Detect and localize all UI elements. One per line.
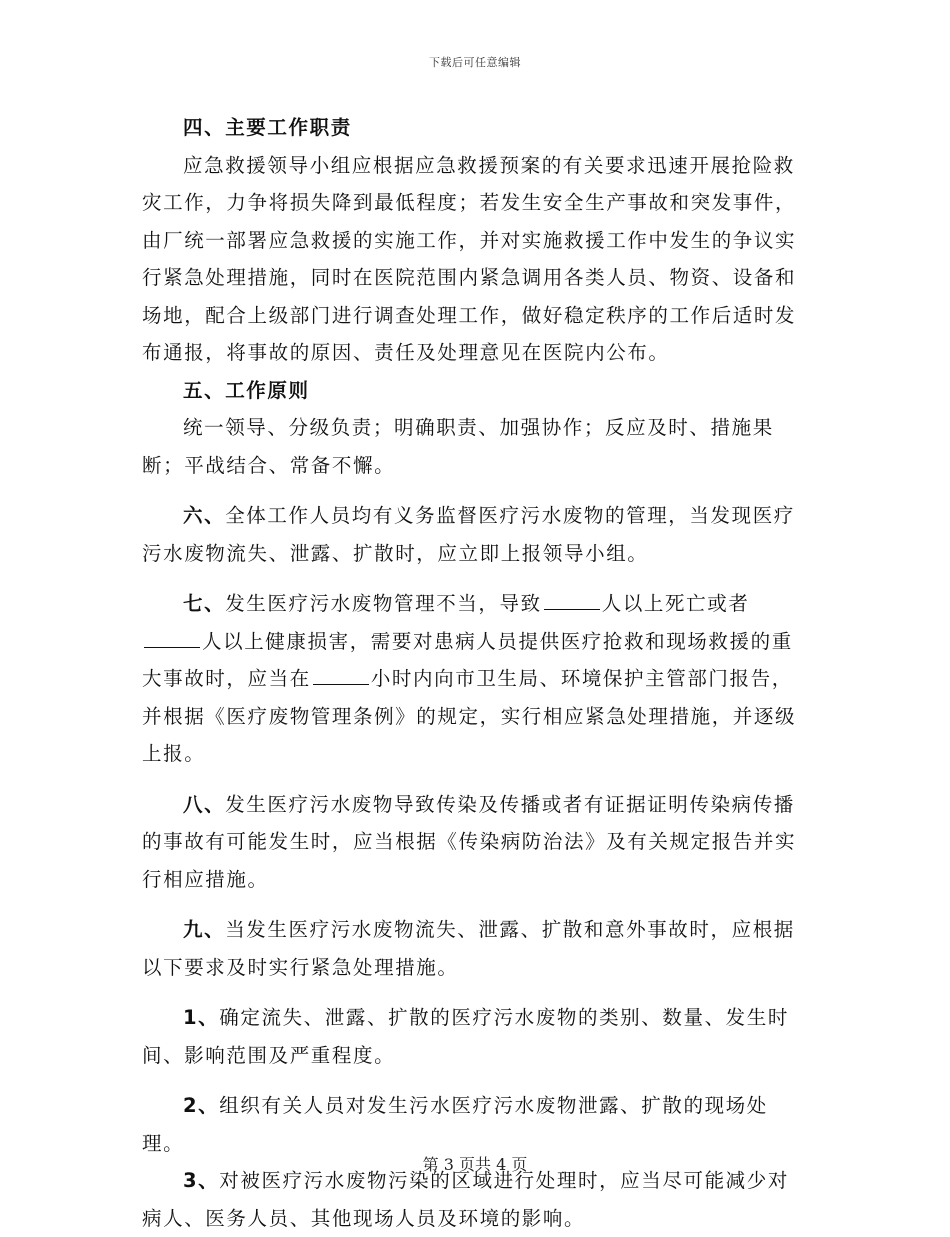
- list-item-1-text: 确定流失、泄露、扩散的医疗污水废物的类别、数量、发生时间、影响范围及严重程度。: [142, 1006, 789, 1067]
- section-7-lead: 七、: [183, 592, 226, 615]
- section-5-heading: 五、工作原则: [183, 378, 310, 402]
- section-7-text-3: 人以上健康损害，需要对患病人员提供医疗抢救和现场救援的重大事故时，应当在: [142, 629, 793, 690]
- section-7-paragraph: [142, 585, 802, 773]
- section-8-body: 发生医疗污水废物导致传染及传播或者有证据证明传染病传播的事故有可能发生时，应当根据《传染病防治法》及有关规定报告并实行相应措施。: [142, 792, 797, 891]
- list-item-3-number: 3、: [183, 1169, 220, 1192]
- list-item-1-number: 1、: [183, 1006, 220, 1029]
- section-6-body: 全体工作人员均有义务监督医疗污水废物的管理，当发现医疗污水废物流失、泄露、扩散时，应立即上报领导小组。: [142, 504, 795, 565]
- list-item-1: [142, 999, 802, 1074]
- section-7-text-4: 小时内向市卫生局、环境保护主管部门报告，并根据《医疗废物管理条例》的规定，实行相应紧急处理措施，并逐级上报。: [142, 667, 797, 765]
- section-4-heading: 四、主要工作职责: [183, 116, 352, 139]
- document-body: [142, 109, 802, 1237]
- section-7-text-2: 人以上死亡或者: [601, 592, 750, 615]
- section-9-paragraph: [142, 911, 802, 986]
- fill-in-blank: [144, 625, 200, 648]
- fill-in-blank: [544, 587, 600, 610]
- page-header: 下载后可任意编辑: [429, 56, 521, 69]
- section-4-body: 应急救援领导小组应根据应急救援预案的有关要求迅速开展抢险救灾工作，力争将损失降到最低程度；若发生安全生产事故和突发事件，由厂统一部署应急救援的实施工作，并对实施救援工作中发生的争议实行紧急处理措施，同时在医院范围内紧急调用各类人员、物资、设备和场地，配合上级部门进行调查处理工作，做好稳定秩序的工作后适时发布通报，将事故的原因、责任及处理意见在医院内公布。: [142, 153, 797, 364]
- page-footer: 第 3 页共 4 页: [422, 1155, 528, 1174]
- list-item-2-number: 2、: [183, 1094, 220, 1117]
- section-9-lead: 九、: [183, 918, 226, 941]
- section-9-body: 当发生医疗污水废物流失、泄露、扩散和意外事故时，应根据以下要求及时实行紧急处理措施。: [142, 918, 795, 979]
- section-8-paragraph: [142, 786, 802, 899]
- list-item-2: [142, 1087, 802, 1162]
- section-8-lead: 八、: [183, 792, 226, 816]
- section-5-body: 统一领导、分级负责；明确职责、加强协作；反应及时、措施果断；平战结合、常备不懈。: [142, 416, 774, 477]
- section-6-lead: 六、: [183, 504, 226, 527]
- section-6-paragraph: [142, 497, 802, 572]
- fill-in-blank: [313, 662, 369, 685]
- list-item-3-text: 对被医疗污水废物污染的区域进行处理时，应当尽可能减少对病人、医务人员、其他现场人员及环境的影响。: [142, 1169, 789, 1230]
- section-7-text-1: 发生医疗污水废物管理不当，导致: [225, 592, 542, 615]
- list-item-2-text: 组织有关人员对发生污水医疗污水废物泄露、扩散的现场处理。: [142, 1094, 768, 1155]
